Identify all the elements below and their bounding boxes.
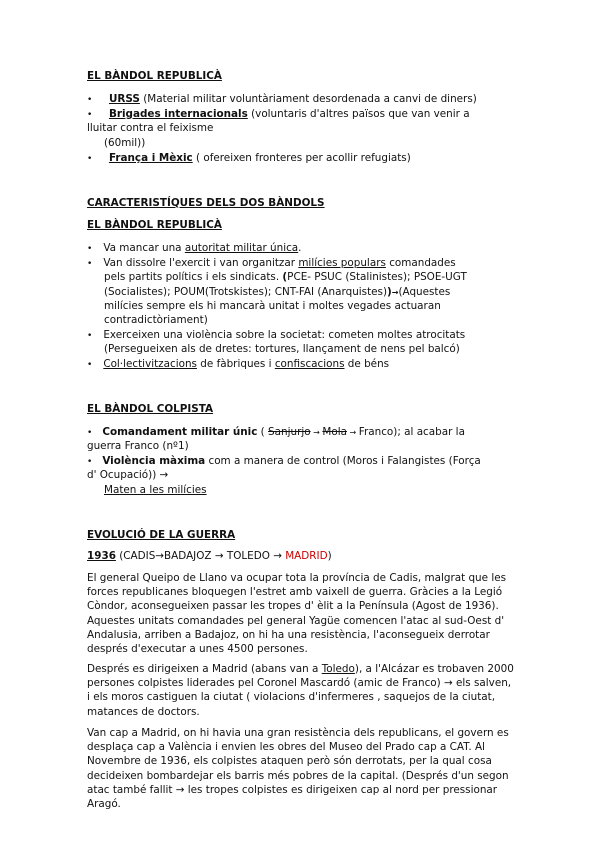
- item-text: (Socialistes); POUM(Trotskistes); CNT-FAI (Anarquistes): [104, 286, 388, 298]
- list-item-violencia-maxima: [87, 454, 481, 469]
- item-bold: Violència màxima: [102, 455, 206, 467]
- item-text-continued: (Persegueixen als de dretes: tortures, llançament de nens pel balcó): [104, 343, 460, 355]
- bullet: •: [87, 360, 93, 370]
- paragraph-text: Després es dirigeixen a Madrid (abans van a: [87, 663, 322, 675]
- item-text: ( ofereixen fronteres per acollir refugiats): [192, 152, 411, 164]
- item-struck: Mola: [322, 426, 347, 438]
- item-underlined: Col·lectivitzacions: [103, 358, 197, 370]
- item-underlined: milícies populars: [298, 257, 386, 269]
- item-text: PCE- PSUC (Stalinistes); PSOE-UGT: [287, 271, 467, 283]
- item-text: de béns: [344, 358, 390, 370]
- item-text: (Material militar voluntàriament desordenada a canvi de diners): [139, 93, 477, 105]
- item-text: de fàbriques i: [196, 358, 275, 370]
- item-text-continued: [104, 285, 450, 300]
- bullet: •: [87, 428, 93, 438]
- item-text: comandades: [385, 257, 456, 269]
- paragraph-3: Van cap a Madrid, on hi havia una gran resistència dels republicans, el govern es desplaça cap a València i envien les obres del Museo del Prado cap a CAT. Al Novembre de 1936, els colpistes ataquen però són derrotats, per la qual cosa decideixen bombardejar els barris més pobres de la capital. (Després d'un segon atac també fallit → les tropes colpistes es dirigeixen cap al nord per pressionar Aragó.: [87, 727, 509, 811]
- colpista-section-title: EL BÀNDOL COLPISTA: [87, 403, 214, 415]
- republic-subsection-title: EL BÀNDOL REPUBLICÀ: [87, 219, 222, 231]
- route-highlight: MADRID: [285, 550, 328, 562]
- item-text: Exerceixen una violència sobre la societat: cometen moltes atrocitats: [103, 329, 466, 341]
- item-text-continued: contradictòriament): [104, 314, 208, 326]
- item-text-continued: [104, 270, 467, 284]
- item-text-continued: milícies sempre els hi mancarà unitat i moltes vegades actuaran: [104, 300, 441, 312]
- evolucio-section-title: EVOLUCIÓ DE LA GUERRA: [87, 529, 236, 541]
- bullet: •: [87, 331, 93, 341]
- item-text-continued: d' Ocupació)) →: [87, 469, 169, 481]
- item-name: França i Mèxic: [108, 152, 193, 164]
- item-text: pels partits polítics i els sindicats.: [104, 271, 283, 283]
- list-item-urss: [87, 92, 477, 107]
- list-item-autoritat: [87, 241, 301, 256]
- list-item-violencia: [87, 328, 465, 343]
- item-text-underlined: Maten a les milícies: [104, 484, 207, 496]
- item-text-continued: (60mil)): [104, 137, 146, 149]
- item-text: Franco); al acabar la: [358, 426, 465, 438]
- item-text: (: [257, 426, 269, 438]
- bullet: •: [87, 244, 93, 254]
- year-route: [87, 549, 332, 563]
- list-item-franca-mexic: [87, 151, 411, 166]
- bullet: •: [87, 95, 93, 105]
- republic-section-title: EL BÀNDOL REPUBLICÀ: [87, 70, 222, 82]
- characteristics-title: CARACTERISTÍQUES DELS DOS BÀNDOLS: [87, 197, 325, 209]
- bullet: •: [87, 259, 93, 269]
- route-text: (CADIS→BADAJOZ → TOLEDO →: [115, 550, 286, 562]
- list-item-comandament: [87, 425, 465, 440]
- arrow-icon: →: [310, 428, 323, 437]
- list-item-milicies: [87, 256, 456, 271]
- route-text: ): [327, 550, 332, 562]
- item-bold: Comandament militar únic: [102, 426, 258, 438]
- list-item-brigades: [87, 107, 470, 122]
- item-text-continued: guerra Franco (nº1): [87, 440, 189, 452]
- item-underlined: confiscacions: [274, 358, 345, 370]
- paragraph-text: ), a l'Alcázar es trobaven 2000 persones colpistes liderades pel Coronel Mascardó (amic de Franco) → els salven, i els moros castiguen la ciutat ( violacions d'infermeres , saquejos de la ciutat, matances de doctors.: [87, 663, 514, 718]
- item-text: com a manera de control (Moros i Falangistes (Força: [205, 455, 481, 467]
- item-text: Van dissolre l'exercit i van organitzar: [103, 257, 299, 269]
- item-text: .: [298, 242, 302, 254]
- item-struck: Sanjurjo: [268, 426, 311, 438]
- paragraph-underlined: Toledo: [321, 663, 355, 675]
- list-item-collectivitzacions: [87, 357, 389, 372]
- item-name: URSS: [108, 93, 140, 105]
- paragraph-1: El general Queipo de Llano va ocupar tota la província de Cadis, malgrat que les forces republicanes bloquegen l'estret amb vaixell de guerra. Gràcies a la Legió Còndor, aconsegueixen passar les tropes d' èlit a la Península (Agost de 1936). Aquestes unitats comandades pel general Yagüe comencen l'atac al sud-Oest d' Andalusia, arriben a Badajoz, on hi ha una resistència, l'aconsegueix derrotar després d'executar a unes 4500 persones.: [87, 572, 507, 656]
- item-text: (Aquestes: [398, 286, 451, 298]
- paren: ): [387, 286, 392, 298]
- paragraph-2: [87, 662, 517, 719]
- bullet: •: [87, 154, 93, 164]
- item-underlined: autoritat militar única: [184, 242, 299, 254]
- item-text-continued: lluitar contra el feixisme: [87, 122, 214, 134]
- year-label: 1936: [87, 550, 116, 562]
- item-text: Va mancar una: [103, 242, 185, 254]
- item-text: (voluntaris d'altres països que van venir a: [247, 108, 470, 120]
- bullet: •: [87, 457, 93, 467]
- paren: (: [282, 271, 288, 283]
- bullet: •: [87, 110, 93, 120]
- item-name: Brigades internacionals: [108, 108, 248, 120]
- arrow-icon: →: [346, 428, 359, 437]
- arrow-icon: →: [391, 288, 399, 297]
